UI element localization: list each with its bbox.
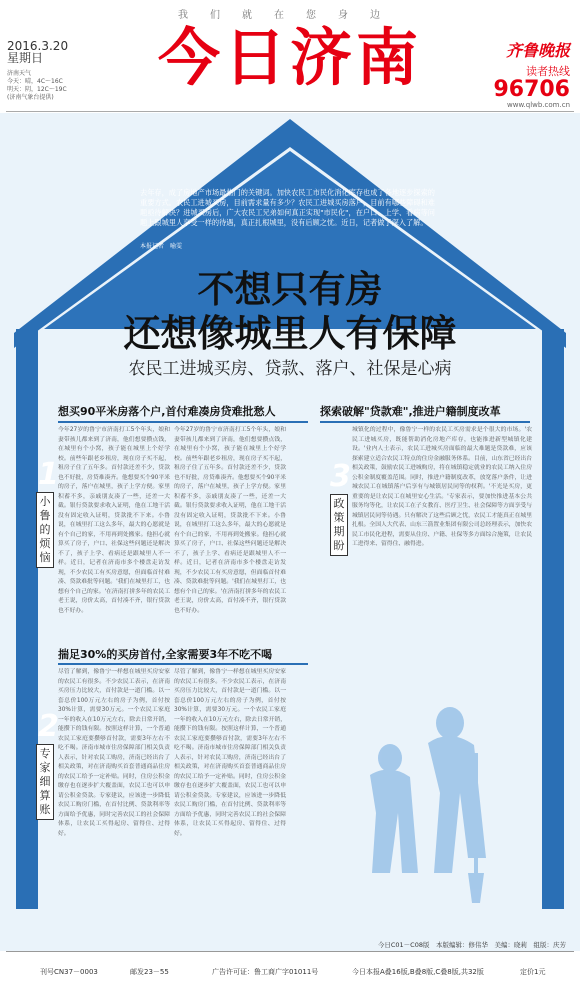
section-2-title: 揣足30%的买房首付,全家需要3年不吃不喝 [58, 648, 273, 661]
section-1-body-col2: 今年27岁的鲁宁市济南打工5个年头，娘和妻带孩儿都来到了济南，他们想要攒点钱，在城里有个小窝，孩子能在城里上个好学校。前些年跟老乡租房，现在房子买不起，租房子住了五年多。首付款还差不少，贷款也不好批，房贷难凑齐。他想要买个90平米的房子，落户在城里，孩子上学方便。家里积蓄不多，亲戚朋友凑了一些，还差一大截。银行贷款要求收入证明，他在工地干活没有固定收入证明，贷款批不下来。小鲁说，在城里打工这么多年，最大的心愿就是有个自己的家，不用再到处搬家。他担心就算买了房子，户口、社保这些问题还是解决不了，孩子上学、看病还是跟城里人不一样。近日，记者在济南市多个楼盘走访发现，不少农民工有买房意愿，但面临首付难凑、贷款难批等问题。'我们在城里打工，也想有个自己的家。'在济南打拼多年的农民工老王说，房价太高，首付凑不齐，银行贷款也不好办。 [174, 427, 286, 614]
footer-reg: 刊号CN37－0003 [40, 968, 98, 976]
main-subhead: 农民工进城买房、贷款、落户、社保是心病 [128, 359, 452, 379]
hotline-number: 96706 [493, 77, 570, 102]
masthead-title: 今日济南 [157, 21, 422, 94]
main-headline-line2: 还想像城里人有保障 [123, 312, 457, 355]
section-2-body-col1: 尽管了解到，像鲁宁一样想在城里买房安家的农民工有很多。不少农民工表示，在济南买房压力比较大，首付款是一道门槛。以一套总价100万元左右的房子为例，首付按30%计算，需要30万元。一个农民工家庭一年的收入在10万元左右，除去日常开销，能攒下的钱有限。按照这样计算，一个普通农民工家庭要攒够首付款，需要3年左右不吃不喝。济南市城市住房保障部门相关负责人表示，针对农民工购房，济南已经出台了相关政策，对在济南购买首套普通商品住房的农民工给予一定补贴。同时，住房公积金缴存也在逐步扩大覆盖面，农民工也可以申请公积金贷款。专家建议，应该进一步降低农民工购房门槛，在首付比例、贷款利率等方面给予优惠，同时完善农民工的社会保障体系，让农民工买得起房、留得住、过得好。 [58, 669, 170, 837]
section-3-number: 3 [330, 459, 351, 494]
lead-byline: 本报记者 喻雯 [140, 243, 183, 250]
section-2-rule [58, 663, 308, 665]
section-3-body: 城镇化的过程中，像鲁宁一样的农民工买房需求是个很大的市场。'农民工进城买房，既能帮助消化房地产库存，也能推进新型城镇化建设。'业内人士表示，农民工进城买房面临的最大难题是贷款难，应该探索建立适合农民工特点的住房金融服务体系。目前，山东省已经出台相关政策，鼓励农民工进城购房，将在城镇稳定就业的农民工纳入住房公积金制度覆盖范围。同时，推进户籍制度改革，放宽落户条件，让进城农民工在城镇落户后享有与城镇居民同等的权利。'不光是买房，更重要的是让农民工在城里安心生活。'专家表示，要加快推进基本公共服务均等化，让农民工在子女教育、医疗卫生、社会保障等方面享受与城镇居民同等待遇。只有解决了这些后顾之忧，农民工才能真正在城里扎根。全国人大代表、山东三箭置业集团有限公司总经理表示，加快农民工市民化进程，需要从住房、户籍、社保等多方面综合施策，让农民工进得来、留得住、融得进。 [352, 427, 532, 547]
section-3-label: 政策期盼 [330, 494, 348, 556]
footer-license: 广告许可证：鲁工商广字01011号 [212, 968, 319, 976]
date-box [7, 40, 68, 64]
footer-postal: 邮发23－55 [130, 968, 169, 976]
section-2-label: 专家细算账 [36, 744, 54, 820]
section-1-number: 1 [38, 457, 59, 492]
section-1-label: 小鲁的烦恼 [36, 492, 54, 568]
footer-price: 定价1元 [520, 968, 546, 976]
weather-tomorrow: 明天：阴，12C～19C [7, 86, 67, 93]
section-2-body-col2: 尽管了解到，像鲁宁一样想在城里买房安家的农民工有很多。不少农民工表示，在济南买房压力比较大，首付款是一道门槛。以一套总价100万元左右的房子为例，首付按30%计算，需要30万元。一个农民工家庭一年的收入在10万元左右，除去日常开销，能攒下的钱有限。按照这样计算，一个普通农民工家庭要攒够首付款，需要3年左右不吃不喝。济南市城市住房保障部门相关负责人表示，针对农民工购房，济南已经出台了相关政策，对在济南购买首套普通商品住房的农民工给予一定补贴。同时，住房公积金缴存也在逐步扩大覆盖面，农民工也可以申请公积金贷款。专家建议，应该进一步降低农民工购房门槛，在首付比例、贷款利率等方面给予优惠，同时完善农民工的社会保障体系，让农民工买得起房、留得住、过得好。 [174, 669, 286, 837]
footer-today: 今日本报A叠16版,B叠8版,C叠8版,共32版 [352, 968, 484, 976]
section-3-title: 探索破解"贷款难",推进户籍制度改革 [320, 405, 501, 418]
issue-weekday: 星期日 [7, 51, 44, 65]
masthead-slogan: 我们就在您身边 [178, 10, 402, 21]
brand-logo: 齐鲁晚报 [505, 41, 570, 60]
brand-box [493, 38, 570, 109]
weather-title: 济南天气 [7, 70, 32, 77]
section-3-rule [320, 421, 530, 423]
weather-source: (济南气象台提供) [7, 94, 54, 101]
section-1-rule [58, 421, 308, 423]
masthead-divider [6, 111, 574, 112]
section-1-body-col1: 今年27岁的鲁宁市济南打工5个年头，娘和妻带孩儿都来到了济南，他们想要攒点钱，在城里有个小窝，孩子能在城里上个好学校。前些年跟老乡租房，现在房子买不起，租房子住了五年多。首付款还差不少，贷款也不好批，房贷难凑齐。他想要买个90平米的房子，落户在城里，孩子上学方便。家里积蓄不多，亲戚朋友凑了一些，还差一大截。银行贷款要求收入证明，他在工地干活没有固定收入证明，贷款批不下来。小鲁说，在城里打工这么多年，最大的心愿就是有个自己的家，不用再到处搬家。他担心就算买了房子，户口、社保这些问题还是解决不了，孩子上学、看病还是跟城里人不一样。近日，记者在济南市多个楼盘走访发现，不少农民工有买房意愿，但面临首付难凑、贷款难批等问题。'我们在城里打工，也想有个自己的家。'在济南打拼多年的农民工老王说，房价太高，首付凑不齐，银行贷款也不好办。 [58, 427, 170, 614]
section-1-title: 想买90平米房落个户,首付难凑房贷难批愁人 [58, 405, 276, 418]
footer-divider [6, 951, 574, 952]
weather-box [7, 70, 67, 102]
lead-intro: 去年存，成了房地产市场最热门的关键词。加快农民工市民化消化库存也成了各地逐步探索的重要方式。农民工进城买房，目前需求量有多少？农民工进城买房落户，目前有哪些障碍和难题亟待解决？进城买房后，广大农民工兄弟如何真正实现"市民化"，在户口、上学、看病等问题上跟城里人享受一样的待遇，真正扎根城里，没有后顾之忧。近日，记者做了深入了解。 [140, 188, 435, 227]
section-2-number: 2 [38, 709, 59, 744]
edition-info: 今日C01－C08版 本版编辑：修伟华 美编：晓莉 组版：庆芳 [377, 941, 566, 949]
main-headline-line1: 不想只有房 [197, 268, 383, 311]
website-link[interactable]: www.qlwb.com.cn [507, 101, 570, 109]
issue-date: 2016.3.20 [7, 39, 69, 53]
weather-today: 今天：晴，4C～16C [7, 78, 63, 85]
hotline-label: 读者热线 [526, 65, 570, 78]
